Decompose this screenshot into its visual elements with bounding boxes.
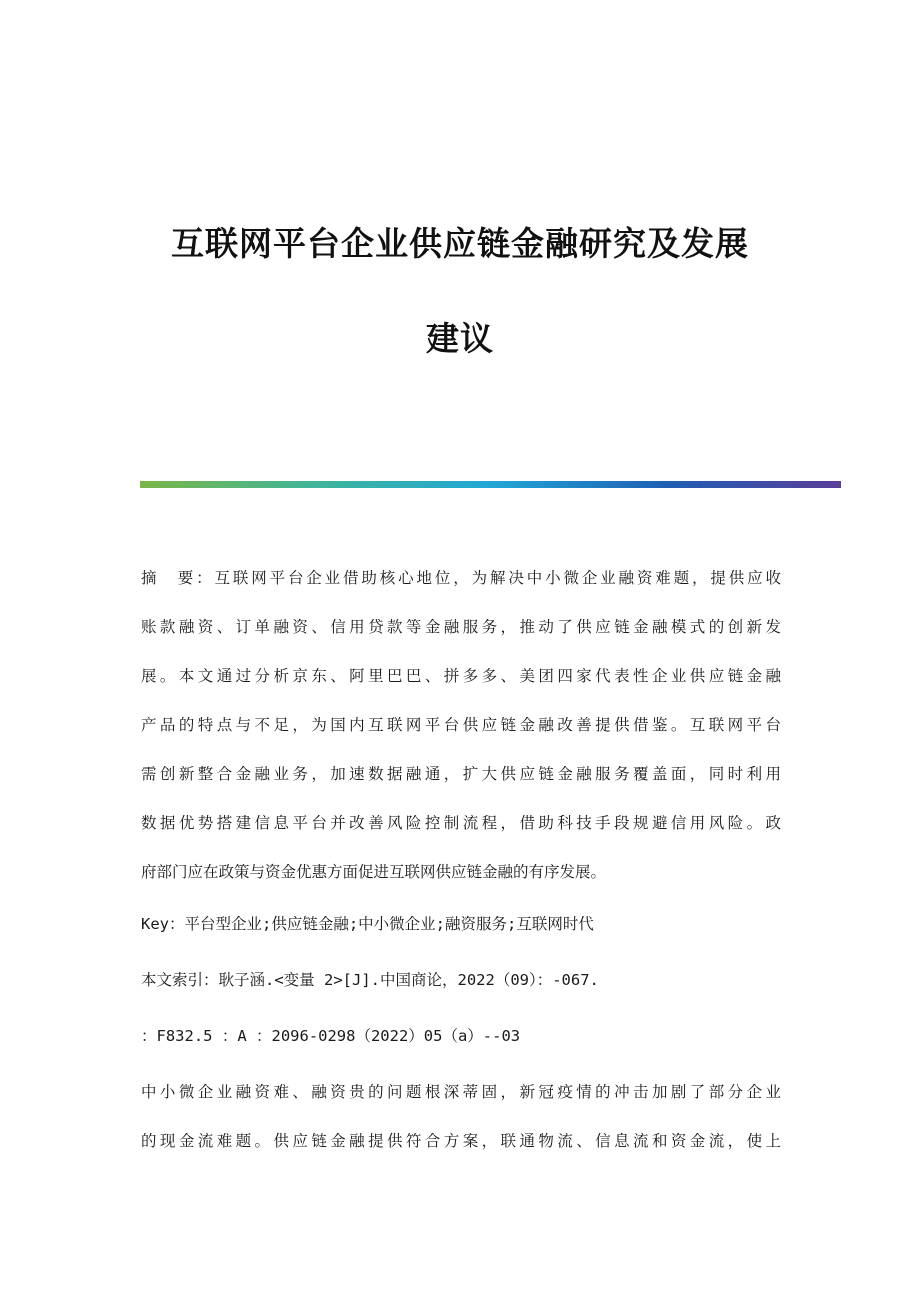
classification-line: ：F832.5 ：A ：2096-0298（2022）05（a）--03: [141, 1027, 521, 1045]
abstract-line: 数据优势搭建信息平台并改善风险控制流程，借助科技手段规避信用风险。政: [141, 814, 781, 832]
abstract-line: 摘 要：互联网平台企业借助核心地位，为解决中小微企业融资难题，提供应收: [141, 569, 781, 587]
body-line: 中小微企业融资难、融资贵的问题根深蒂固，新冠疫情的冲击加剧了部分企业: [141, 1083, 781, 1101]
document-title-line-1: 互联网平台企业供应链金融研究及发展: [171, 224, 749, 263]
title-divider: [140, 481, 841, 488]
document-title-line-2: 建议: [426, 319, 494, 358]
abstract-line: 府部门应在政策与资金优惠方面促进互联网供应链金融的有序发展。: [141, 863, 607, 881]
body-line: 的现金流难题。供应链金融提供符合方案，联通物流、信息流和资金流，使上: [141, 1132, 781, 1150]
keywords-line: Key：平台型企业;供应链金融;中小微企业;融资服务;互联网时代: [141, 915, 594, 933]
abstract-paragraph: [141, 554, 781, 897]
citation-line: 本文索引：耿子涵.<变量 2>[J].中国商论，2022（09）：-067.: [141, 971, 599, 989]
abstract-line: 需创新整合金融业务，加速数据融通，扩大供应链金融服务覆盖面，同时利用: [141, 765, 781, 783]
abstract-line: 产品的特点与不足，为国内互联网平台供应链金融改善提供借鉴。互联网平台: [141, 716, 781, 734]
abstract-line: 展。本文通过分析京东、阿里巴巴、拼多多、美团四家代表性企业供应链金融: [141, 667, 781, 685]
body-paragraph: [141, 1068, 781, 1166]
abstract-line: 账款融资、订单融资、信用贷款等金融服务，推动了供应链金融模式的创新发: [141, 618, 781, 636]
